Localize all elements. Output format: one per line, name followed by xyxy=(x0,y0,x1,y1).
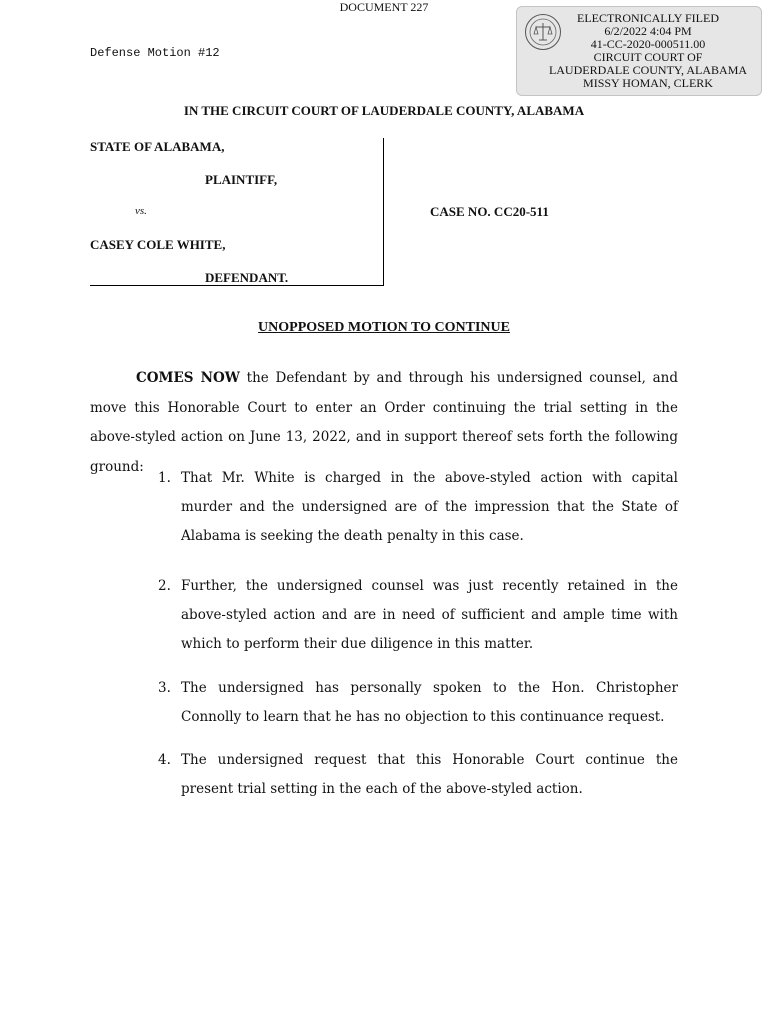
ground-text: Further, the undersigned counsel was just recently retained in the above-styled action and are in need of sufficient and ample time with which to perform their due diligence in this matter. xyxy=(181,578,678,652)
ground-item xyxy=(158,464,678,551)
court-heading: IN THE CIRCUIT COURT OF LAUDERDALE COUNTY, ALABAMA xyxy=(183,103,585,118)
stamp-line: MISSY HOMAN, CLERK xyxy=(583,76,713,90)
stamp-line: LAUDERDALE COUNTY, ALABAMA xyxy=(548,63,748,77)
plaintiff-name: STATE OF ALABAMA, xyxy=(90,139,225,154)
stamp-text xyxy=(537,12,759,90)
stamp-line: 6/2/2022 4:04 PM xyxy=(604,24,692,38)
stamp-line: 41-CC-2020-000511.00 xyxy=(590,37,706,51)
stamp-line: CIRCUIT COURT OF xyxy=(593,50,703,64)
ground-number: 1. xyxy=(158,470,171,486)
ground-text: The undersigned request that this Honorable Court continue the present trial setting in the each of the above-styled action. xyxy=(181,752,678,797)
intro-lead: COMES NOW xyxy=(136,370,240,386)
defendant-name: CASEY COLE WHITE, xyxy=(90,237,226,252)
ground-number: 3. xyxy=(158,680,171,696)
ground-item xyxy=(158,674,678,732)
ground-item xyxy=(158,572,678,659)
ground-text: That Mr. White is charged in the above-styled action with capital murder and the undersigned are of the impression that the State of Alabama is seeking the death penalty in this case. xyxy=(181,470,678,544)
motion-id: Defense Motion #12 xyxy=(90,46,220,60)
ground-item xyxy=(158,746,678,804)
stamp-line: ELECTRONICALLY FILED xyxy=(576,11,719,25)
versus-label: vs. xyxy=(135,205,147,217)
case-number: CASE NO. CC20-511 xyxy=(430,204,549,219)
intro-text: the Defendant by and through his undersigned counsel, and move this Honorable Court to enter an Order continuing the trial setting in the above-styled action on June 13, 2022, and in support thereof sets forth the following ground: xyxy=(90,370,678,475)
plaintiff-role: PLAINTIFF, xyxy=(205,172,278,187)
document-number: DOCUMENT 227 xyxy=(339,0,429,14)
defendant-role: DEFENDANT. xyxy=(205,270,289,285)
filing-stamp xyxy=(516,6,762,96)
ground-number: 4. xyxy=(158,752,171,768)
motion-title: UNOPPOSED MOTION TO CONTINUE xyxy=(258,320,510,335)
ground-text: The undersigned has personally spoken to the Hon. Christopher Connolly to learn that he has no objection to this continuance request. xyxy=(181,680,678,725)
ground-number: 2. xyxy=(158,578,171,594)
